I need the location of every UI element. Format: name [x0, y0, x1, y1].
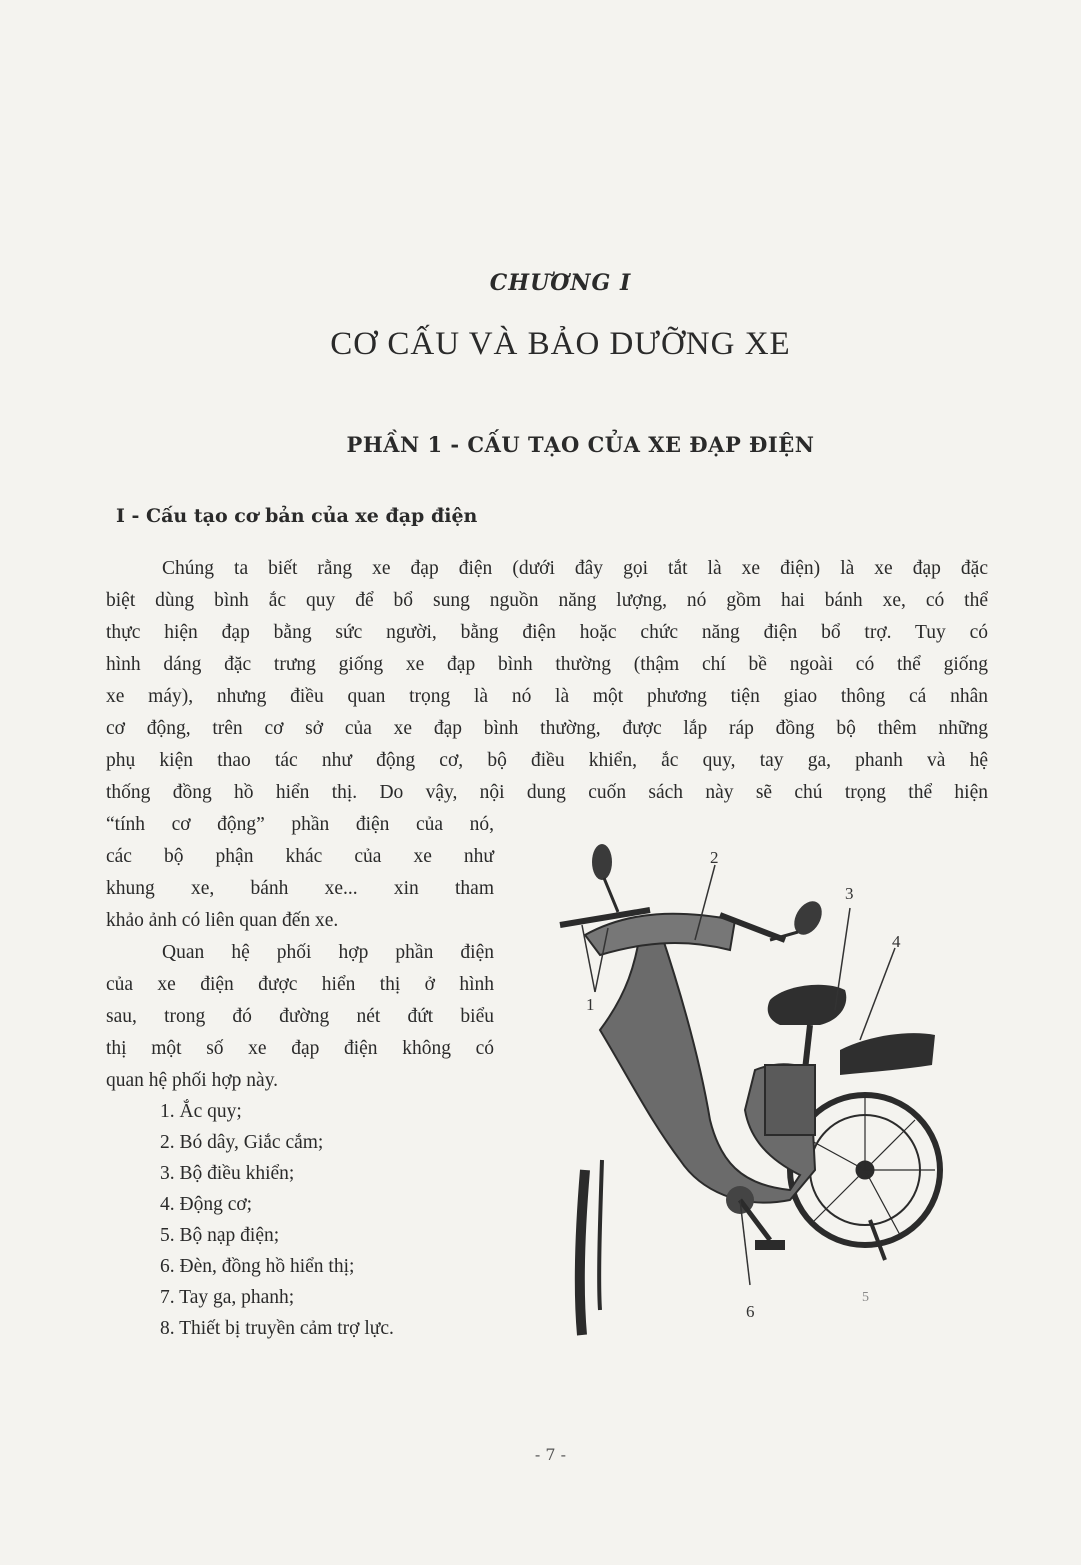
chapter-title: CƠ CẤU VÀ BẢO DƯỠNG XE [330, 326, 791, 362]
section-heading: I - Cấu tạo cơ bản của xe đạp điện [116, 505, 478, 527]
battery-box [765, 1065, 815, 1135]
callout-2: 2 [710, 848, 719, 867]
text-line: thống đồng hồ hiển thị. Do vậy, nội dung cuốn sách này sẽ chú trọng thể hiện [106, 782, 988, 803]
text-line: thực hiện đạp bằng sức người, bằng điện hoặc chức năng điện bổ trợ. Tuy có [106, 622, 988, 643]
list-item: 6. Đèn, đồng hồ hiển thị; [160, 1256, 355, 1277]
text-line: Quan hệ phối hợp phần điện [162, 942, 494, 963]
text-line: các bộ phận khác của xe như [106, 846, 494, 867]
component-list [160, 1096, 394, 1344]
callout-4: 4 [892, 932, 901, 951]
front-wheel [580, 1170, 585, 1335]
text-line: cơ động, trên cơ sở của xe đạp bình thường, được lắp ráp đồng bộ thêm những [106, 718, 988, 739]
list-item: 3. Bộ điều khiển; [160, 1163, 295, 1184]
saddle [768, 985, 847, 1025]
text-line: của xe điện được hiển thị ở hình [106, 974, 494, 995]
list-item: 7. Tay ga, phanh; [160, 1287, 295, 1308]
text-line: khung xe, bánh xe... xin tham [106, 878, 494, 899]
callout-1: 1 [586, 995, 595, 1014]
paragraph-left-column [106, 809, 494, 1097]
callout-6: 6 [746, 1302, 755, 1321]
list-item: 2. Bó dây, Giắc cắm; [160, 1132, 324, 1153]
list-item: 5. Bộ nạp điện; [160, 1225, 280, 1246]
list-item: 4. Động cơ; [160, 1194, 253, 1215]
text-line: quan hệ phối hợp này. [106, 1070, 279, 1091]
electric-bike-illustration [540, 840, 960, 1360]
list-item: 1. Ắc quy; [160, 1101, 242, 1122]
callout-3: 3 [845, 884, 854, 903]
text-line: “tính cơ động” phần điện của nó, [106, 814, 494, 835]
page-number: - 7 - [534, 1445, 567, 1464]
list-item: 8. Thiết bị truyền cảm trợ lực. [160, 1318, 394, 1339]
text-line: khảo ảnh có liên quan đến xe. [106, 910, 339, 931]
text-line: phụ kiện thao tác như động cơ, bộ điều khiển, ắc quy, tay ga, phanh và hệ [106, 750, 988, 771]
text-line: hình dáng đặc trưng giống xe đạp bình thường (thậm chí bề ngoài có thể giống [106, 654, 988, 675]
text-line: xe máy), nhưng điều quan trọng là nó là một phương tiện giao thông cá nhân [106, 686, 988, 707]
callout-5: 5 [862, 1290, 869, 1305]
chapter-label: CHƯƠNG I [489, 270, 632, 296]
paragraph-intro [106, 553, 988, 809]
text-line: biệt dùng bình ắc quy để bổ sung nguồn năng lượng, nó gồm hai bánh xe, có thể [106, 590, 988, 611]
text-line: sau, trong đó đường nét đứt biểu [106, 1006, 494, 1027]
text-line: thị một số xe đạp điện không có [106, 1038, 494, 1059]
mirror-left [592, 844, 612, 880]
text-line: Chúng ta biết rằng xe đạp điện (dưới đây gọi tắt là xe điện) là xe đạp đặc [162, 558, 988, 579]
part-title: PHẦN 1 - CẤU TẠO CỦA XE ĐẠP ĐIỆN [346, 432, 815, 457]
